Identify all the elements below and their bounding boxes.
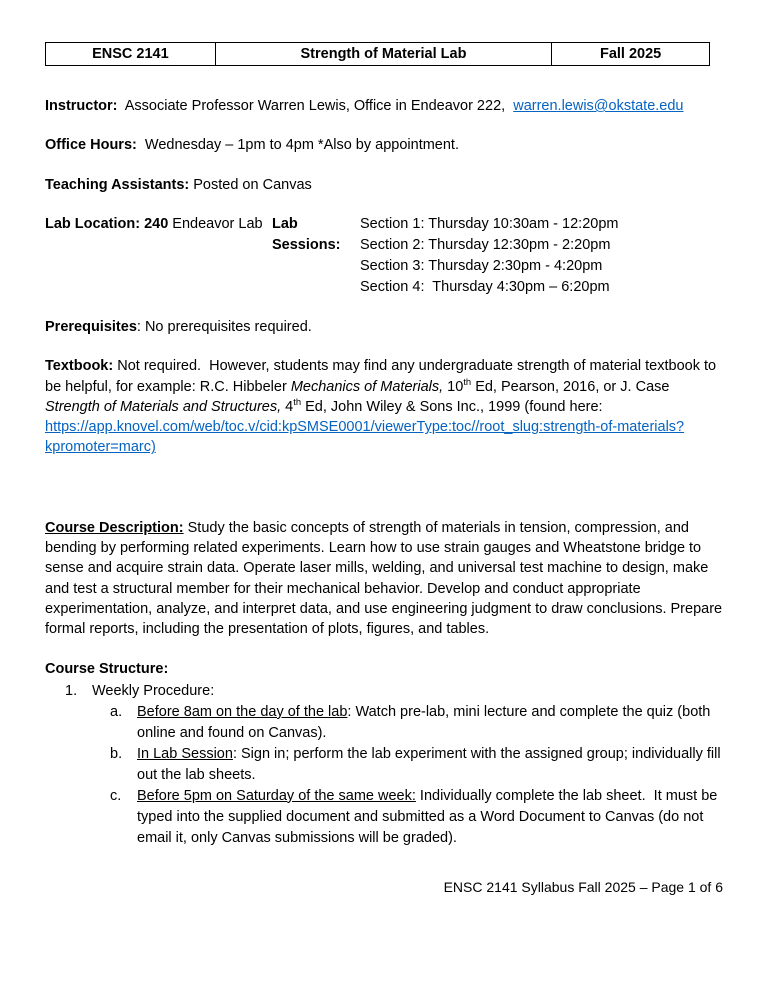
list-item-in-lab-session: [110, 744, 723, 786]
list-marker: 1.: [65, 682, 78, 699]
lab-session-2: Section 2: Thursday 12:30pm - 2:20pm: [360, 236, 611, 253]
text-segment: Course Description:: [45, 519, 184, 536]
textbook-url-link[interactable]: https://app.knovel.com/web/toc.v/cid:kpSMSE0001/viewerType:toc//root_slug:strength-of-materials?kpromoter=marc): [45, 419, 685, 456]
text-segment: : Watch pre-lab, mini lecture and complete the quiz (both online and found on Canvas).: [137, 703, 715, 741]
text-segment: Associate Professor Warren Lewis, Office in Endeavor 222,: [117, 98, 514, 114]
course-structure-heading: Course Structure:: [45, 660, 169, 677]
lab-session-1: Section 1: Thursday 10:30am - 12:20pm: [360, 215, 619, 232]
text-segment: Ed, John Wiley & Sons Inc., 1999 (found here:: [301, 398, 607, 415]
text-segment: Lab Location: 240: [45, 215, 169, 232]
text-segment: Not required. However, students may find any undergraduate strength of material textbook to be helpful, for example: R.C. Hibbeler: [45, 358, 721, 395]
lab-sessions-list: [360, 214, 723, 298]
list-item-text: [137, 786, 723, 849]
text-segment: Study the basic concepts of strength of materials in tension, compression, and bending by performing related experiments. Learn how to use strain gauges and Wheatstone bridge to sense and acquire strain data. Operate laser mills, welding, and universal test machine to design, make and test a structural member for their mechanical behavior. Develop and conduct appropriate experimentation, analyze, and interpret data, and use engineering judgment to draw conclusions. Prepare formal reports, including the presentation of plots, figures, and tables.: [45, 519, 727, 638]
course-term-cell: Fall 2025: [552, 43, 710, 66]
course-structure-section: [45, 659, 723, 849]
text-segment: Textbook:: [45, 358, 114, 375]
text-segment: Ed, Pearson, 2016, or J. Case: [471, 378, 674, 395]
course-code-cell: ENSC 2141: [46, 43, 216, 66]
text-segment: Before 8am on the day of the lab: [137, 703, 348, 720]
list-item-text: [137, 702, 723, 744]
prerequisites-paragraph: [45, 317, 723, 337]
list-item-text: Weekly Procedure:: [92, 682, 215, 699]
course-header-table: [45, 42, 710, 66]
text-segment: Instructor:: [45, 98, 118, 114]
text-segment: : No prerequisites required.: [136, 318, 312, 335]
course-title-cell: Strength of Material Lab: [215, 43, 551, 66]
text-segment: Office Hours:: [45, 137, 137, 154]
text-segment: 10: [443, 378, 464, 395]
header-table-row: [46, 43, 710, 66]
text-segment: In Lab Session: [137, 745, 233, 762]
text-segment: Strength of Materials and Structures,: [45, 398, 282, 415]
text-segment: Endeavor Lab: [168, 215, 263, 232]
instructor-email-link[interactable]: warren.lewis@okstate.edu: [513, 98, 684, 114]
text-segment: Mechanics of Materials,: [290, 378, 444, 395]
list-marker: b.: [110, 745, 123, 762]
text-segment: 4: [281, 398, 294, 415]
text-segment: Posted on Canvas: [189, 176, 312, 193]
list-marker: c.: [110, 787, 122, 804]
lab-location: [45, 214, 272, 235]
instructor-paragraph: [45, 96, 723, 116]
text-segment: Before 5pm on Saturday of the same week:: [137, 787, 416, 804]
text-segment: : Sign in; perform the lab experiment with the assigned group; individually fill out the lab sheets.: [137, 745, 725, 783]
text-segment: th: [463, 375, 472, 387]
course-description-paragraph: [45, 518, 727, 640]
list-item-text: [137, 744, 723, 786]
lab-info-row: [45, 214, 723, 298]
list-item-before-5pm-saturday: [110, 786, 723, 849]
text-segment: Prerequisites: [45, 318, 137, 335]
textbook-paragraph: [45, 356, 723, 457]
lab-session-3: Section 3: Thursday 2:30pm - 4:20pm: [360, 257, 603, 274]
text-segment: Teaching Assistants:: [45, 176, 190, 193]
list-marker: a.: [110, 703, 123, 720]
teaching-assistants-paragraph: [45, 175, 723, 195]
list-item-weekly-procedure: [65, 681, 723, 702]
office-hours-paragraph: [45, 135, 723, 155]
page-footer: ENSC 2141 Syllabus Fall 2025 – Page 1 of 6: [443, 879, 723, 896]
lab-session-4: Section 4: Thursday 4:30pm – 6:20pm: [360, 278, 610, 295]
text-segment: Individually complete the lab sheet. It must be typed into the supplied document and submitted as a Word Document to Canvas (do not email it, only Canvas submissions will be graded).: [137, 787, 722, 846]
lab-sessions-label: Lab Sessions:: [272, 215, 341, 253]
text-segment: Wednesday – 1pm to 4pm *Also by appointment.: [136, 137, 459, 154]
text-segment: th: [293, 396, 302, 408]
list-item-before-8am: [110, 702, 723, 744]
